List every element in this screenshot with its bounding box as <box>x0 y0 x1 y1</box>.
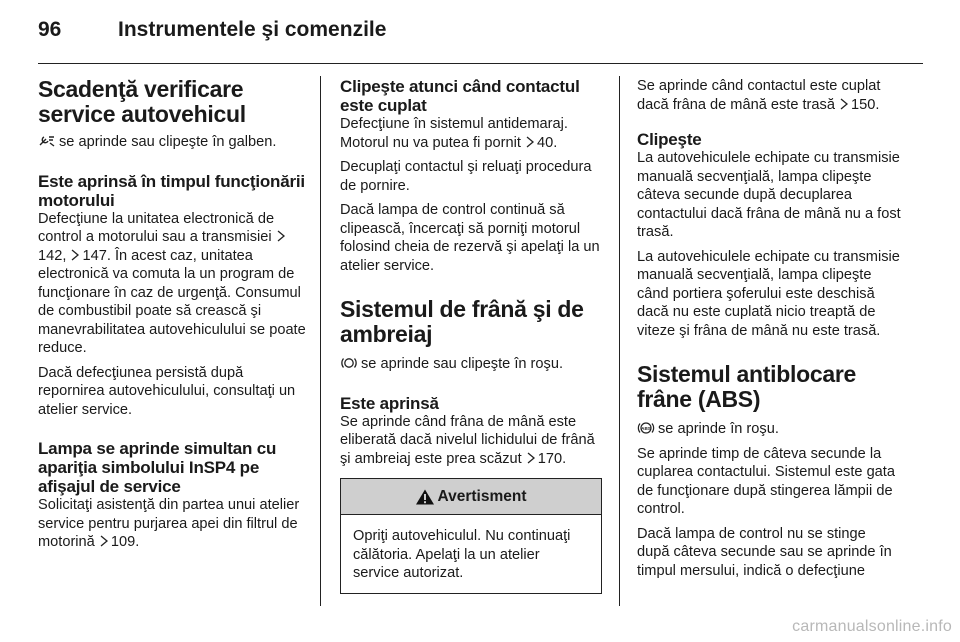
immobiliser-paragraph <box>340 115 602 152</box>
insp4-text: Solicitaţi asistenţă din partea unui atelier service pentru purjarea apei din filtrul de motorină <box>38 497 300 550</box>
brake-intro <box>340 355 602 374</box>
warning-triangle-icon <box>415 488 435 506</box>
reference-arrow-icon <box>525 136 535 148</box>
immobiliser-text: Defecţiune în sistemul antidemaraj. Motorul nu va putea fi pornit <box>340 116 568 151</box>
running-paragraph <box>38 210 310 358</box>
column-3 <box>637 77 902 580</box>
running-ref-1[interactable]: 142, <box>38 247 67 264</box>
abs-intro <box>637 420 902 439</box>
warning-text: Opriţi autovehiculul. Nu continuaţi călătoria. Apelaţi la un atelier service autorizat. <box>353 528 571 581</box>
column-1 <box>38 77 310 552</box>
flashes-paragraph-2: La autovehiculele echipate cu transmisie manuală secvenţială, lampa clipeşte când portiera şoferului este deschisă dacă nu este cuplată nicio treaptă de viteze şi frâna de mână nu este trasă. <box>637 248 900 339</box>
column-divider-1 <box>320 76 321 606</box>
chapter-title: Instrumentele şi comenzile <box>118 18 387 41</box>
column-2 <box>340 77 602 594</box>
lit-text: Se aprinde când frâna de mână este eliberată dacă nivelul lichidului de frână şi ambreiaj este prea scăzut <box>340 413 595 467</box>
subheading-running: Este aprinsă în timpul funcţionării motorului <box>38 171 305 210</box>
section-title-abs: Sistemul antiblocare frâne (ABS) <box>637 361 856 412</box>
brake-intro-text: se aprinde sau clipeşte în roşu. <box>361 356 563 372</box>
subheading-lit: Este aprinsă <box>340 393 439 413</box>
immobiliser-paragraph-3: Dacă lampa de control continuă să clipească, încercaţi să porniţi motorul folosind cheia de rezervă şi apelaţi la un atelier service. <box>340 202 600 274</box>
handbrake-ref[interactable]: 150. <box>851 96 880 113</box>
warning-box <box>340 478 602 594</box>
warning-header <box>341 479 601 515</box>
abs-paragraph-2: Dacă lampa de control nu se stinge după câteva secunde sau se aprinde în timpul mersului, indică o defecţiune <box>637 525 892 579</box>
abs-paragraph-1: Se aprinde timp de câteva secunde la cuplarea contactului. Sistemul este gata de funcţionare după stingerea lămpii de control. <box>637 445 895 517</box>
svg-text:ABS: ABS <box>641 425 651 431</box>
page-number: 96 <box>38 18 62 41</box>
lit-paragraph <box>340 413 602 469</box>
running-paragraph-2: Dacă defecţiunea persistă după repornirea autovehiculului, consultaţi un atelier service. <box>38 364 296 418</box>
column-divider-2 <box>619 76 620 606</box>
brake-warning-icon <box>340 356 358 370</box>
lit-ref[interactable]: 170. <box>537 450 567 467</box>
handbrake-text: Se aprinde când contactul este cuplat dacă frâna de mână este trasă <box>637 78 881 113</box>
running-text-a: Defecţiune la unitatea electronică de control a motorului sau a transmisiei <box>38 210 275 245</box>
service-intro <box>38 133 310 152</box>
reference-arrow-icon <box>526 452 536 464</box>
reference-arrow-icon <box>276 230 286 242</box>
page-header <box>38 18 923 64</box>
watermark: carmanualsonline.info <box>792 618 952 635</box>
service-intro-text: se aprinde sau clipeşte în galben. <box>59 134 277 150</box>
abs-icon <box>637 421 655 435</box>
running-text-b: În acest caz, unitatea electronică va comuta la un program de funcţionare în caz de urgenţă. Consumul de combustibil poate să crească şi manevrabilitatea autovehiculului se poate reduce. <box>38 247 306 356</box>
wrench-service-icon <box>38 134 56 148</box>
reference-arrow-icon <box>70 249 80 261</box>
abs-intro-text: se aprinde în roşu. <box>658 421 779 437</box>
immobiliser-paragraph-2: Decuplaţi contactul şi reluaţi procedura de pornire. <box>340 159 592 194</box>
section-title-brake: Sistemul de frână şi de ambreiaj <box>340 296 584 347</box>
subheading-flashes: Clipeşte <box>637 130 702 149</box>
warning-title: Avertisment <box>437 487 527 505</box>
insp4-ref[interactable]: 109. <box>110 534 140 550</box>
handbrake-paragraph <box>637 77 902 114</box>
reference-arrow-icon <box>839 98 849 110</box>
insp4-paragraph <box>38 496 310 552</box>
subheading-insp4: Lampa se aprinde simultan cu apariţia simbolului InSP4 pe afişajul de service <box>38 439 277 496</box>
running-ref-2[interactable]: 147. <box>82 247 111 264</box>
immobiliser-ref[interactable]: 40. <box>536 134 558 151</box>
flashes-paragraph-1: La autovehiculele echipate cu transmisie manuală secvenţială, lampa clipeşte câteva secunde după decuplarea contactului dacă frâna de mână nu a fost trasă. <box>637 150 901 240</box>
reference-arrow-icon <box>99 535 109 547</box>
subheading-immobiliser: Clipeşte atunci când contactul este cuplat <box>340 77 580 115</box>
section-title-service: Scadenţă verificare service autovehicul <box>38 76 246 127</box>
